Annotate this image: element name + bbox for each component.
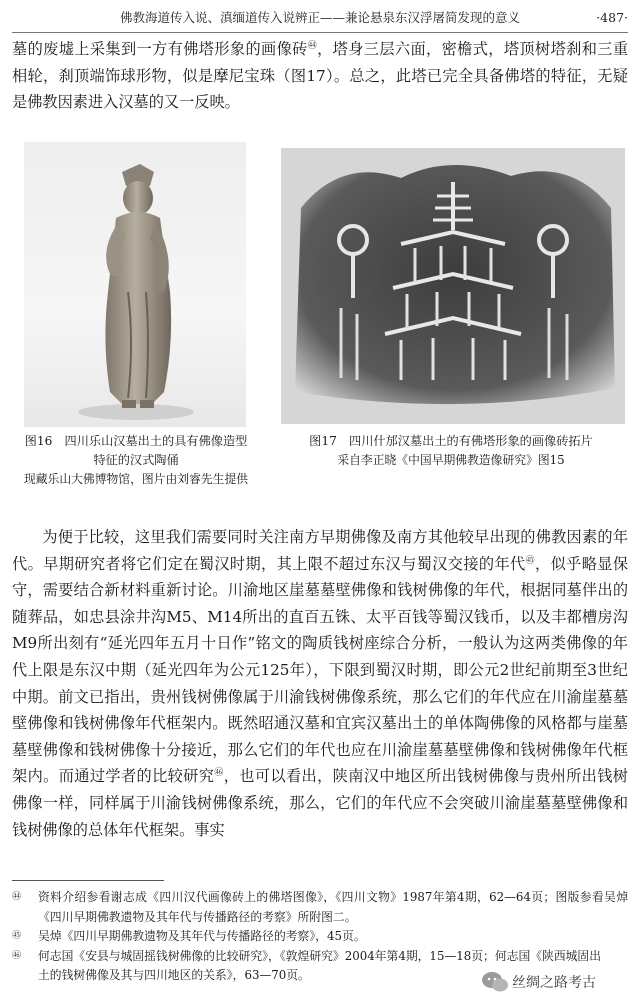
footnote-text: 何志国《安县与城固摇钱树佛像的比较研究》，《敦煌研究》2004年第4期，15—18页；何志国《陕西城固出: [38, 948, 602, 963]
footnote-text: 资料介绍参看谢志成《四川汉代画像砖上的佛塔图像》，《四川文物》1987年第4期，62—64页；图版参看吴焯《四川早期佛教遗物及其年代与传播路径的考察》所附图二。: [38, 890, 628, 924]
footnote-number: ㊹: [12, 892, 22, 902]
paragraph-text: 墓的废墟上采集到一方有佛塔形象的画像砖: [12, 40, 308, 58]
pagoda-rubbing: [281, 148, 625, 424]
caption-line: 图17 四川什邡汉墓出土的有佛塔形象的画像砖拓片: [309, 434, 593, 448]
watermark: [476, 968, 636, 994]
paragraph-text: ，也可以看出，陕南汉中地区所出钱树佛像与贵州所出钱树佛像一样，同样属于川渝钱树佛像系统，那么，它们的年代应不会突破川渝崖墓墓壁佛像和钱树佛像的总体年代框架。事实: [12, 767, 628, 839]
paragraph-text: 为便于比较，这里我们需要同时关注南方早期佛像及南方其他较早出现的佛教因素的年代。早期研究者将它们定在蜀汉时期，其上限不超过东汉与蜀汉交接的年代: [12, 528, 628, 573]
figure-17-image: [281, 148, 625, 424]
footnote-ref: ㊺: [525, 555, 535, 566]
footnote-ref: ㊹: [307, 40, 318, 51]
footnote-ref: ㊻: [214, 768, 224, 779]
wechat-logo-icon: [480, 970, 510, 994]
footnote: [12, 888, 628, 927]
footnote-number: ㊻: [12, 950, 22, 961]
caption-source: 现藏乐山大佛博物馆，图片由刘睿先生提供: [23, 472, 249, 486]
paragraph-text: ，塔身三层六面，密檐式，塔顶树塔刹和三重相轮，刹顶端饰球形物，似是摩尼宝珠（图17）。总之，此塔已完全具备佛塔的特征，无疑是佛教因素进入汉墓的又一反映。: [12, 40, 629, 112]
header-rule: [12, 32, 628, 33]
page-number: ·487·: [596, 10, 628, 25]
figurine-photo: [24, 142, 246, 427]
paragraph-text: ，似乎略显保守，需要结合新材料重新讨论。川渝地区崖墓墓壁佛像和钱树佛像的年代，根据同墓伴出的随葬品，如忠县涂井沟M5、M14所出的直百五铢、太平百钱等蜀汉钱币，以及丰都槽房沟M9所出刻有“延光四年五月十日作”铭文的陶质钱树座综合分析，一般认为这两类佛像的年代上限是东汉中期（延光四年为公元125年），下限到蜀汉时期，即公元2世纪前期至3世纪中期。前文已指出，贵州钱树佛像属于川渝钱树佛像系统，那么它们的年代应在川渝崖墓墓壁佛像和钱树佛像年代框架内。既然昭通汉墓和宜宾汉墓出土的单体陶佛像的风格都与崖墓墓壁佛像和钱树佛像十分接近，那么它们的年代也应在川渝崖墓墓壁佛像和钱树佛像年代框架内。而通过学者的比较研究: [12, 554, 629, 786]
caption-source: 采自李正晓《中国早期佛教造像研究》图15: [337, 453, 565, 467]
figure-17-caption: [268, 432, 634, 470]
figure-16-caption: [10, 432, 262, 489]
caption-line: 特征的汉式陶俑: [93, 453, 179, 467]
footnote-rule: [12, 880, 164, 881]
footnote-continuation: 土的钱树佛像及其与四川地区的关系》，63—70页。: [38, 968, 310, 983]
footnote-number: ㊺: [12, 931, 22, 942]
footnote: [12, 947, 628, 967]
paragraph-top: [12, 36, 628, 116]
figure-16-image: [24, 142, 246, 427]
running-header: [12, 6, 628, 30]
paragraph-main: [12, 524, 628, 843]
footnote: [12, 927, 628, 947]
header-title: 佛教海道传入说、滇缅道传入说辨正——兼论悬泉东汉浮屠简发现的意义: [119, 10, 520, 25]
watermark-text: 丝绸之路考古: [512, 975, 596, 991]
caption-line: 图16 四川乐山汉墓出土的具有佛像造型: [24, 434, 248, 448]
footnote-text: 吴焯《四川早期佛教遗物及其年代与传播路径的考察》，45页。: [38, 929, 366, 944]
